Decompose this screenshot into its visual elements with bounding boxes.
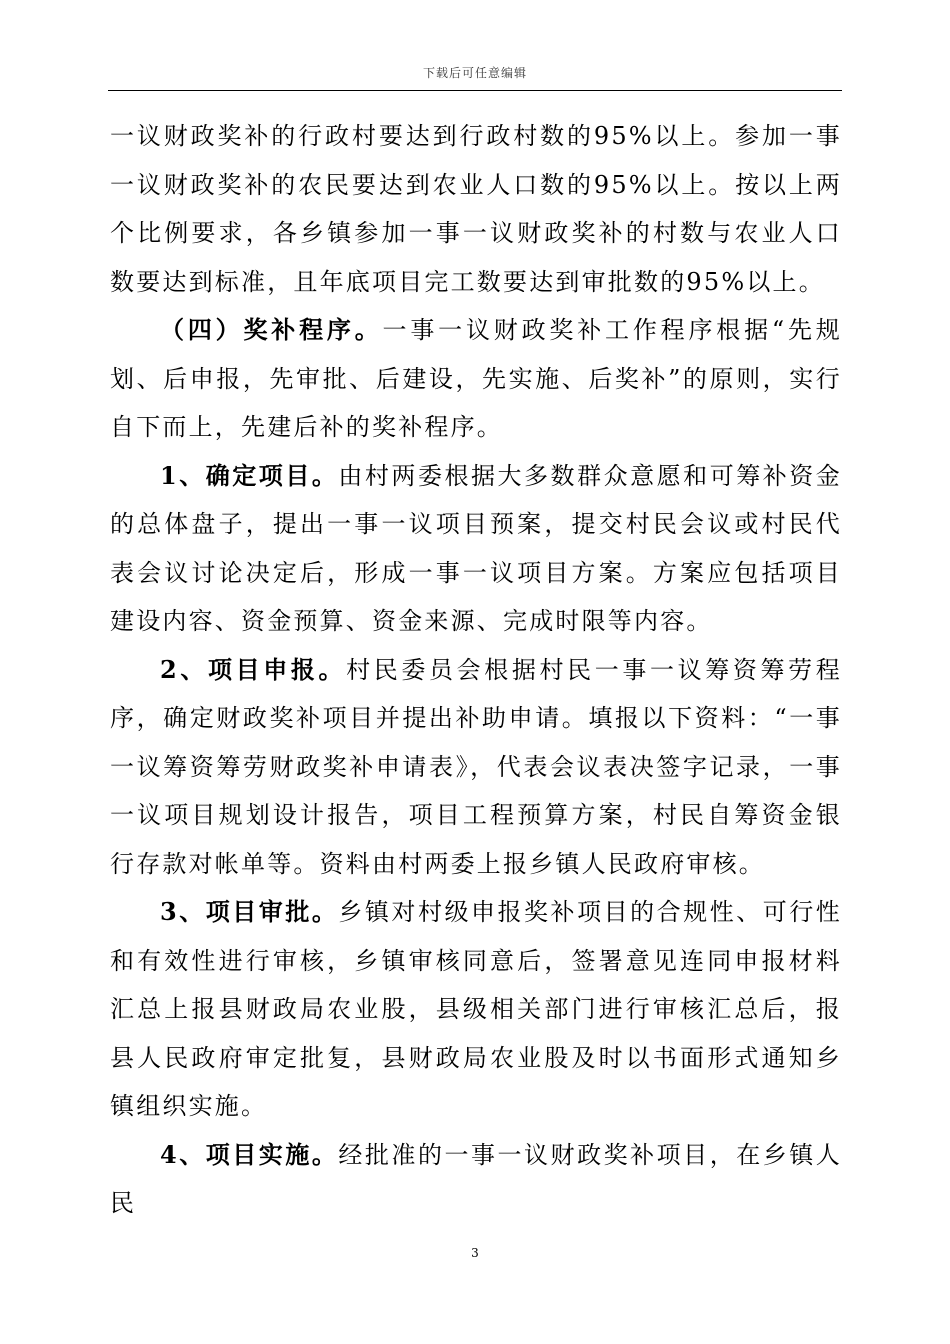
- item-heading: 3、项目审批。: [160, 897, 339, 926]
- paragraph-item-2: [110, 646, 842, 889]
- paragraph-text: 一议财政奖补的行政村要达到行政村数的95%以上。参加一事一议财政奖补的农民要达到农业人口数的95%以上。按以上两个比例要求，各乡镇参加一事一议财政奖补的村数与农业人口数要达到标准，且年底项目完工数要达到审批数的95%以上。: [110, 122, 842, 296]
- paragraph-text: 经批准的一事一议财政奖补项目，在乡镇人民: [110, 1140, 842, 1217]
- header-divider: [108, 90, 842, 91]
- paragraph-text: 一事一议财政奖补工作程序根据“先规划、后申报，先审批、后建设，先实施、后奖补”的原则，实行自下而上，先建后补的奖补程序。: [110, 316, 842, 441]
- paragraph-item-4: [110, 1131, 842, 1228]
- paragraph-continuation: [110, 112, 842, 306]
- paragraph-section-4: [110, 306, 842, 452]
- page-number: 3: [471, 1246, 479, 1260]
- paragraph-text: 村民委员会根据村民一事一议筹资筹劳程序，确定财政奖补项目并提出补助申请。填报以下资料：“一事一议筹资筹劳财政奖补申请表》，代表会议表决签字记录，一事一议项目规划设计报告，项目工程预算方案，村民自筹资金银行存款对帐单等。资料由村两委上报乡镇人民政府审核。: [110, 655, 842, 878]
- header-note: 下载后可任意编辑: [422, 66, 527, 80]
- paragraph-item-3: [110, 888, 842, 1131]
- item-heading: 2、项目申报。: [160, 654, 347, 684]
- paragraph-item-1: [110, 452, 842, 646]
- item-heading: 4、项目实施。: [160, 1139, 339, 1169]
- document-body: [110, 112, 842, 1228]
- item-heading: 1、确定项目。: [160, 460, 339, 490]
- paragraph-text: 由村两委根据大多数群众意愿和可筹补资金的总体盘子，提出一事一议项目预案，提交村民会议或村民代表会议讨论决定后，形成一事一议项目方案。方案应包括项目建设内容、资金预算、资金来源、完成时限等内容。: [110, 461, 842, 635]
- paragraph-text: 乡镇对村级申报奖补项目的合规性、可行性和有效性进行审核，乡镇审核同意后，签署意见连同申报材料汇总上报县财政局农业股，县级相关部门进行审核汇总后，报县人民政府审定批复，县财政局农业股及时以书面形式通知乡镇组织实施。: [110, 898, 842, 1120]
- section-heading: （四）奖补程序。: [160, 315, 383, 344]
